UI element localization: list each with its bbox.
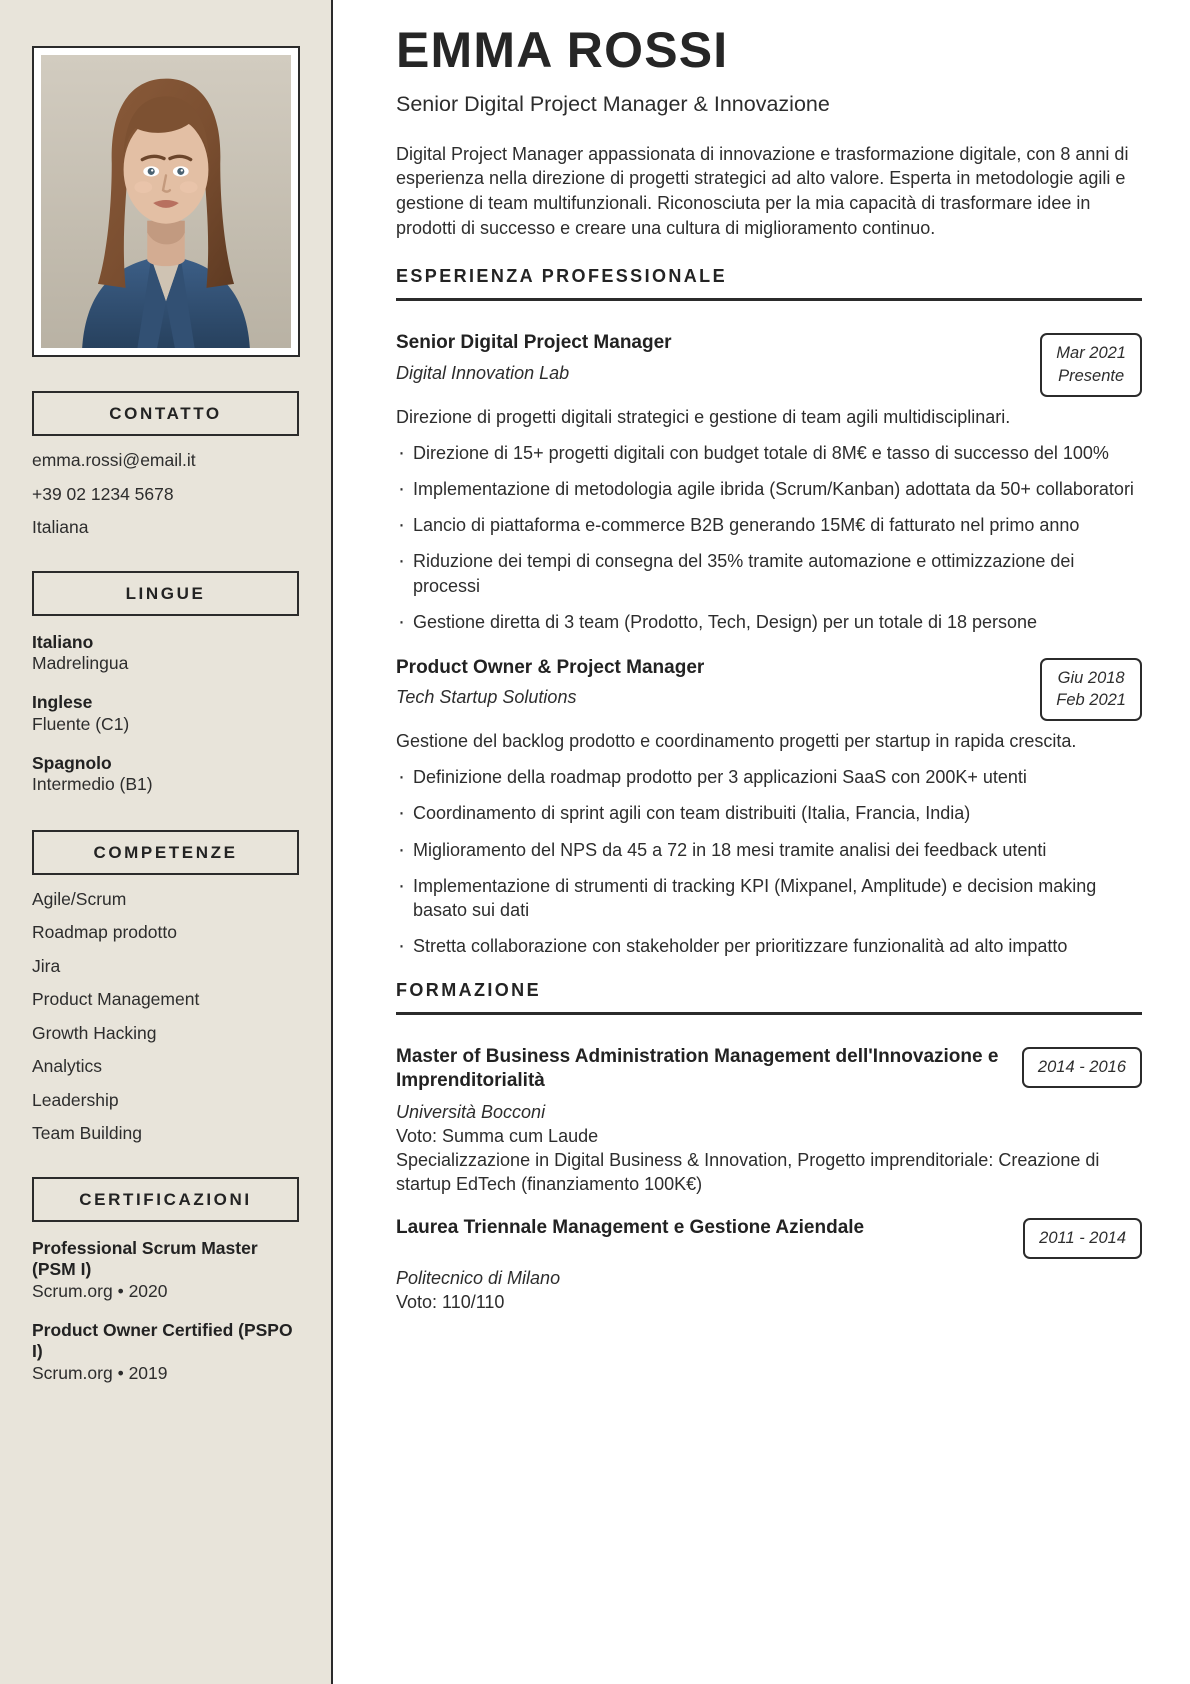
- headline: Senior Digital Project Manager & Innovazione: [396, 92, 830, 116]
- language-item: [32, 753, 299, 796]
- job-bullet: · Definizione della roadmap prodotto per 3 applicazioni SaaS con 200K+ utenti: [396, 765, 1142, 789]
- company-name: Tech Startup Solutions: [396, 687, 577, 708]
- skill-item: Team Building: [32, 1123, 142, 1144]
- experience-entry-left: [396, 331, 1026, 386]
- skill-item: Growth Hacking: [32, 1022, 157, 1043]
- education-entry-left: [396, 1045, 1008, 1093]
- institution-name: Politecnico di Milano: [396, 1268, 561, 1289]
- skill-item: Roadmap prodotto: [32, 922, 177, 943]
- skill-item: Leadership: [32, 1089, 119, 1110]
- job-bullet: · Direzione di 15+ progetti digitali con budget totale di 8M€ e tasso di successo del 100%: [396, 441, 1142, 465]
- summary-paragraph: Digital Project Manager appassionata di innovazione e trasformazione digitale, con 8 anni di esperienza nella direzione di progetti strategici ad alto valore. Esperta in metodologie agili e gestione di team multifunzionali. Riconosciuta per la mia capacità di trasformare idee in prodotti di successo e creare una cultura di miglioramento continuo.: [396, 143, 1129, 238]
- main-content: [333, 0, 1190, 1684]
- job-bullet: · Implementazione di metodologia agile ibrida (Scrum/Kanban) adottata da 50+ collaboratori: [396, 477, 1142, 501]
- job-bullet: · Gestione diretta di 3 team (Prodotto, Tech, Design) per un totale di 18 persone: [396, 610, 1142, 634]
- education-extra: Specializzazione in Digital Business & Innovation, Progetto imprenditoriale: Creazione di startup EdTech (finanziamento 100K€): [396, 1149, 1100, 1194]
- certification-item: [32, 1238, 299, 1303]
- contact-section-header: [32, 391, 299, 436]
- date-range: 2011 - 2014: [1039, 1228, 1126, 1247]
- skill-item: Agile/Scrum: [32, 888, 127, 909]
- job-bullets: [396, 765, 1142, 958]
- experience-entry-left: [396, 656, 1026, 711]
- date-range: 2014 - 2016: [1037, 1058, 1126, 1077]
- contact-nationality: Italiana: [32, 517, 89, 537]
- job-description: Direzione di progetti digitali strategici e gestione di team agili multidisciplinari.: [396, 406, 1011, 427]
- education-entry: [396, 1216, 1142, 1314]
- contact-phone[interactable]: +39 02 1234 5678: [32, 483, 174, 504]
- certifications-section-header: [32, 1177, 299, 1222]
- certification-name: Professional Scrum Master (PSM I): [32, 1237, 258, 1279]
- job-bullet: · Riduzione dei tempi di consegna del 35% tramite automazione e ottimizzazione dei processi: [396, 549, 1142, 597]
- date-badge: [1040, 333, 1142, 397]
- education-entry: [396, 1045, 1142, 1196]
- job-bullets: [396, 441, 1142, 634]
- job-bullet: · Coordinamento di sprint agili con team distribuiti (Italia, Francia, India): [396, 801, 1142, 825]
- language-level: Madrelingua: [32, 652, 129, 673]
- education-entry-head: [396, 1045, 1142, 1093]
- contact-title: CONTATTO: [109, 404, 222, 423]
- skills-title: COMPETENZE: [93, 842, 238, 862]
- date-end: Presente: [1058, 366, 1125, 385]
- education-section-header: FORMAZIONE: [396, 980, 1142, 1015]
- certification-meta: Scrum.org • 2020: [32, 1281, 168, 1302]
- language-level: Fluente (C1): [32, 713, 130, 734]
- contact-email[interactable]: emma.rossi@email.it: [32, 450, 196, 470]
- education-details: [396, 1100, 1142, 1196]
- date-badge: [1023, 1218, 1142, 1259]
- job-title: Senior Digital Project Manager: [396, 332, 672, 354]
- certifications-title: CERTIFICAZIONI: [79, 1189, 252, 1209]
- profile-photo-frame: [32, 46, 300, 357]
- date-start: Giu 2018: [1057, 668, 1125, 687]
- certification-name: Product Owner Certified (PSPO I): [32, 1319, 293, 1361]
- date-start: Mar 2021: [1056, 344, 1126, 363]
- profile-photo: [41, 55, 291, 348]
- education-entry-left: [396, 1216, 1009, 1240]
- experience-entry-head: [396, 656, 1142, 722]
- education-entry-head: [396, 1216, 1142, 1259]
- language-item: [32, 632, 299, 675]
- job-bullet: · Lancio di piattaforma e-commerce B2B generando 15M€ di fatturato nel primo anno: [396, 513, 1142, 537]
- skill-item: Analytics: [32, 1056, 103, 1077]
- experience-entry: [396, 331, 1142, 633]
- experience-entry: [396, 656, 1142, 958]
- institution-name: Università Bocconi: [396, 1101, 546, 1122]
- grade: Voto: 110/110: [396, 1292, 505, 1313]
- job-bullet: · Implementazione di strumenti di tracking KPI (Mixpanel, Amplitude) e decision making basato sui dati: [396, 874, 1142, 922]
- job-description: Gestione del backlog prodotto e coordinamento progetti per startup in rapida crescita.: [396, 731, 1077, 752]
- language-item: [32, 692, 299, 735]
- languages-title: LINGUE: [125, 583, 206, 603]
- education-details: [396, 1266, 1142, 1314]
- sidebar: [0, 0, 333, 1684]
- certification-meta: Scrum.org • 2019: [32, 1363, 168, 1384]
- experience-section-header: ESPERIENZA PROFESSIONALE: [396, 266, 1142, 301]
- experience-entry-head: [396, 331, 1142, 397]
- languages-section-header: [32, 571, 299, 616]
- date-end: Feb 2021: [1056, 690, 1126, 709]
- skills-section-header: [32, 830, 299, 875]
- job-bullet: · Miglioramento del NPS da 45 a 72 in 18 mesi tramite analisi dei feedback utenti: [396, 838, 1142, 862]
- company-name: Digital Innovation Lab: [396, 363, 570, 384]
- date-badge: [1022, 1047, 1142, 1088]
- page-title: EMMA ROSSI: [396, 22, 729, 78]
- grade: Voto: Summa cum Laude: [396, 1125, 599, 1146]
- language-name: Inglese: [32, 692, 93, 713]
- date-badge: [1040, 658, 1142, 722]
- degree-title: Laurea Triennale Management e Gestione Aziendale: [396, 1216, 865, 1238]
- certification-item: [32, 1320, 299, 1385]
- language-name: Italiano: [32, 631, 94, 652]
- skill-item: Product Management: [32, 989, 200, 1010]
- job-bullet: · Stretta collaborazione con stakeholder per prioritizzare funzionalità ad alto impatto: [396, 934, 1142, 958]
- job-title: Product Owner & Project Manager: [396, 656, 705, 678]
- skill-item: Jira: [32, 955, 61, 976]
- degree-title: Master of Business Administration Management dell'Innovazione e Imprenditorialità: [396, 1046, 999, 1091]
- language-name: Spagnolo: [32, 752, 112, 773]
- language-level: Intermedio (B1): [32, 774, 153, 795]
